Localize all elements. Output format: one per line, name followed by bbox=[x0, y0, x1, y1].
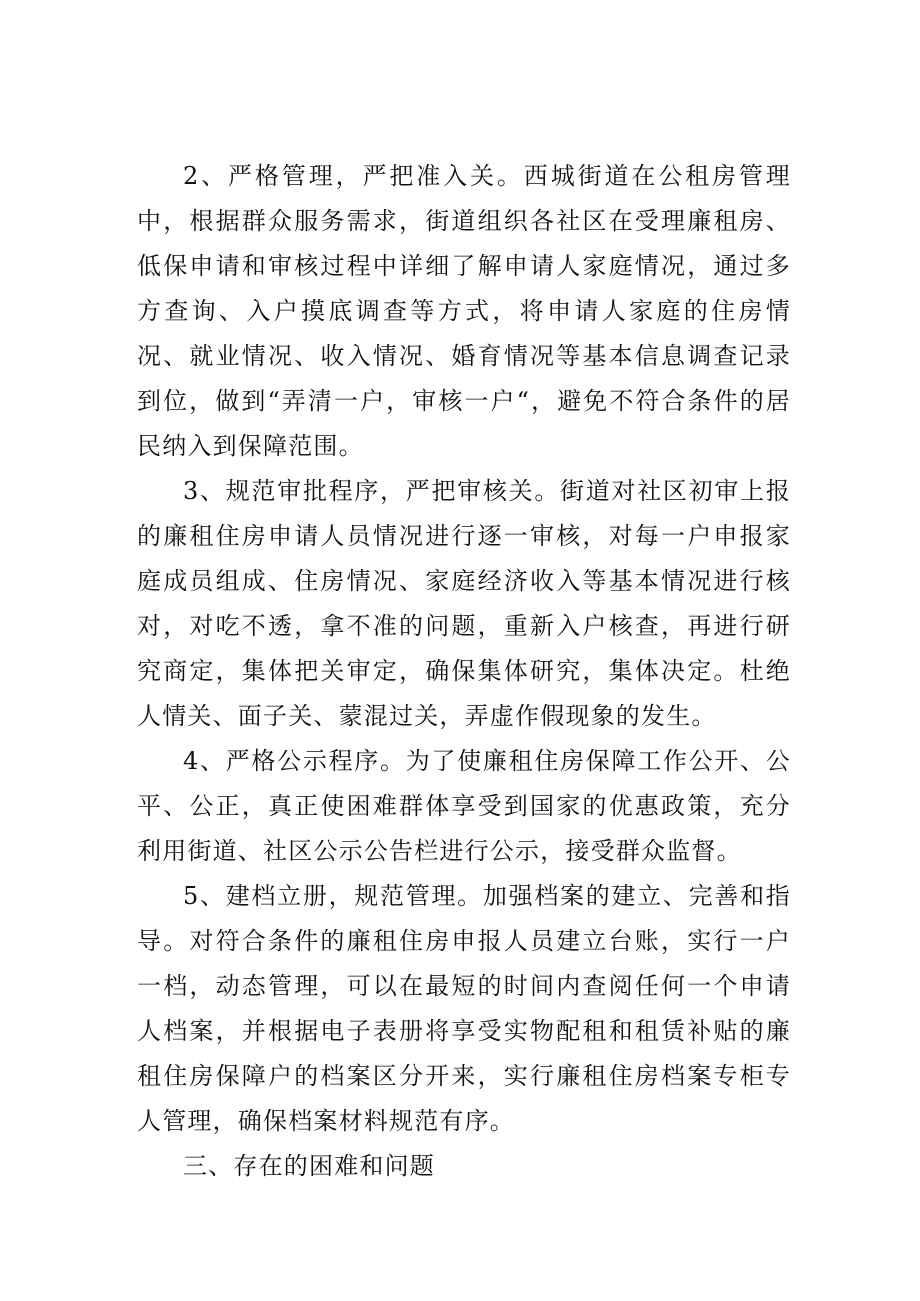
paragraph-approval-procedure: 3、规范审批程序，严把审核关。街道对社区初审上报的廉租住房申请人员情况进行逐一审核，对每一户申报家庭成员组成、住房情况、家庭经济收入等基本情况进行核对，对吃不透，拿不准的问题，重新入户核查，再进行研究商定，集体把关审定，确保集体研究，集体决定。杜绝人情关、面子关、蒙混过关，弄虚作假现象的发生。 bbox=[137, 477, 791, 730]
document-body bbox=[137, 154, 791, 1189]
section-heading: 三、存在的困难和问题 bbox=[183, 1152, 435, 1180]
paragraph-public-notice: 4、严格公示程序。为了使廉租住房保障工作公开、公平、公正，真正使困难群体享受到国家的优惠政策，充分利用街道、社区公示公告栏进行公示，接受群众监督。 bbox=[137, 747, 791, 865]
paragraph-strict-admission: 2、严格管理，严把准入关。西城街道在公租房管理中，根据群众服务需求，街道组织各社区在受理廉租房、低保申请和审核过程中详细了解申请人家庭情况，通过多方查询、入户摸底调查等方式，将申请人家庭的住房情况、就业情况、收入情况、婚育情况等基本信息调查记录到位，做到“弄清一户，审核一户“，避免不符合条件的居民纳入到保障范围。 bbox=[137, 162, 791, 460]
paragraph-archive-management: 5、建档立册，规范管理。加强档案的建立、完善和指导。对符合条件的廉租住房申报人员建立台账，实行一户一档，动态管理，可以在最短的时间内查阅任何一个申请人档案，并根据电子表册将享受实物配租和租赁补贴的廉租住房保障户的档案区分开来，实行廉租住房档案专柜专人管理，确保档案材料规范有序。 bbox=[137, 882, 791, 1135]
